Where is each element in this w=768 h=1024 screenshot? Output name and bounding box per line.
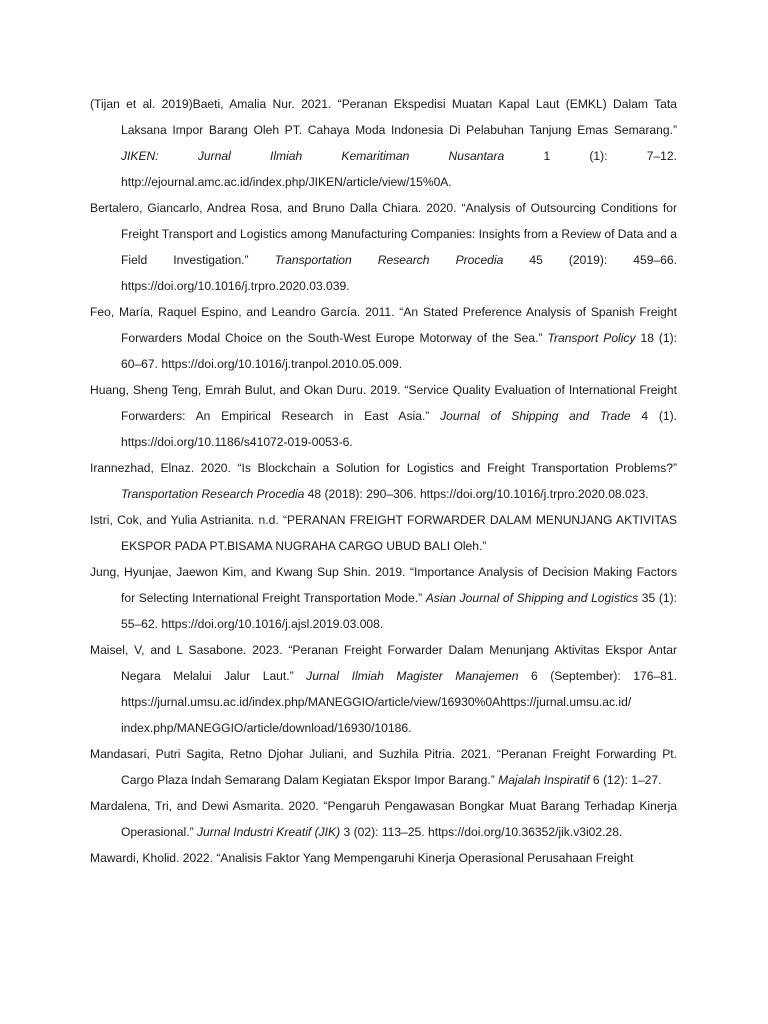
reference-entry bbox=[90, 299, 677, 377]
reference-details: 6 (12): 1–27. bbox=[589, 773, 662, 787]
reference-entry bbox=[90, 507, 677, 559]
reference-entry bbox=[90, 377, 677, 455]
journal-title: Jurnal Industri Kreatif (JIK) bbox=[196, 825, 341, 839]
reference-text: Mardalena, Tri, and Dewi Asmarita. 2020. “Pengaruh Pengawasan Bongkar Muat Barang Terhadap Kinerja Operasional.” bbox=[90, 799, 677, 839]
journal-title: Transportation Research Procedia bbox=[121, 487, 305, 501]
reference-text: Jung, Hyunjae, Jaewon Kim, and Kwang Sup Shin. 2019. “Importance Analysis of Decision Making Factors for Selecting International Freight Transportation Mode.” bbox=[90, 565, 677, 605]
reference-entry bbox=[90, 741, 677, 793]
journal-title: Transportation Research Procedia bbox=[274, 253, 504, 267]
reference-text: Istri, Cok, and Yulia Astrianita. n.d. “PERANAN FREIGHT FORWARDER DALAM MENUNJANG AKTIVITAS EKSPOR PADA PT.BISAMA NUGRAHA CARGO UBUD BALI Oleh.” bbox=[90, 513, 677, 553]
reference-details: 1 (1): 7–12. http://ejournal.amc.ac.id/index.php/JIKEN/article/view/15%0A. bbox=[121, 149, 677, 189]
reference-text: Mawardi, Kholid. 2022. “Analisis Faktor Yang Mempengaruhi Kinerja Operasional Perusahaan Freight bbox=[90, 851, 634, 865]
reference-details: 35 (1): 55–62. https://doi.org/10.1016/j.ajsl.2019.03.008. bbox=[121, 591, 677, 631]
reference-details: 48 (2018): 290–306. https://doi.org/10.1016/j.trpro.2020.08.023. bbox=[304, 487, 649, 501]
journal-title: Majalah Inspiratif bbox=[498, 773, 590, 787]
reference-entry bbox=[90, 845, 677, 871]
reference-entry bbox=[90, 559, 677, 637]
reference-text: Mandasari, Putri Sagita, Retno Djohar Juliani, and Suzhila Pitria. 2021. “Peranan Freight Forwarding Pt. Cargo Plaza Indah Semarang Dalam Kegiatan Ekspor Impor Barang.” bbox=[90, 747, 677, 787]
reference-details: 3 (02): 113–25. https://doi.org/10.36352/jik.v3i02.28. bbox=[340, 825, 623, 839]
reference-entry bbox=[90, 455, 677, 507]
journal-title: Jurnal Ilmiah Magister Manajemen bbox=[306, 669, 519, 683]
reference-text: Irannezhad, Elnaz. 2020. “Is Blockchain a Solution for Logistics and Freight Transportation Problems?” bbox=[90, 461, 677, 475]
reference-list bbox=[90, 91, 677, 871]
reference-text: (Tijan et al. 2019)Baeti, Amalia Nur. 2021. “Peranan Ekspedisi Muatan Kapal Laut (EMKL) Dalam Tata Laksana Impor Barang Oleh PT. Cahaya Moda Indonesia Di Pelabuhan Tanjung Emas Semarang.” bbox=[90, 97, 677, 137]
reference-entry bbox=[90, 195, 677, 299]
reference-entry bbox=[90, 793, 677, 845]
reference-text: Bertalero, Giancarlo, Andrea Rosa, and Bruno Dalla Chiara. 2020. “Analysis of Outsourcing Conditions for Freight Transport and Logistics among Manufacturing Companies: Insights from a Review of Data and a Field Investigation.” bbox=[90, 201, 677, 267]
journal-title: Asian Journal of Shipping and Logistics bbox=[425, 591, 639, 605]
reference-details: 45 (2019): 459–66. https://doi.org/10.1016/j.trpro.2020.03.039. bbox=[121, 253, 677, 293]
reference-details: 6 (September): 176–81. https://jurnal.umsu.ac.id/index.php/MANEGGIO/article/view/16930%0Ahttps://jurnal.umsu.ac.id/ index.php/MANEGGIO/article/download/16930/10186. bbox=[121, 669, 677, 735]
reference-text: Maisel, V, and L Sasabone. 2023. “Peranan Freight Forwarder Dalam Menunjang Aktivitas Ekspor Antar Negara Melalui Jalur Laut.” bbox=[90, 643, 677, 683]
reference-text: Huang, Sheng Teng, Emrah Bulut, and Okan Duru. 2019. “Service Quality Evaluation of International Freight Forwarders: An Empirical Research in East Asia.” bbox=[90, 383, 677, 423]
reference-entry bbox=[90, 91, 677, 195]
reference-text: Feo, María, Raquel Espino, and Leandro García. 2011. “An Stated Preference Analysis of Spanish Freight Forwarders Modal Choice on the South-West Europe Motorway of the Sea.” bbox=[90, 305, 677, 345]
reference-details: 18 (1): 60–67. https://doi.org/10.1016/j.tranpol.2010.05.009. bbox=[121, 331, 677, 371]
journal-title: Transport Policy bbox=[547, 331, 636, 345]
reference-details: 4 (1). https://doi.org/10.1186/s41072-019-0053-6. bbox=[121, 409, 677, 449]
journal-title: JIKEN: Jurnal Ilmiah Kemaritiman Nusantara bbox=[121, 149, 505, 163]
reference-entry bbox=[90, 637, 677, 741]
journal-title: Journal of Shipping and Trade bbox=[440, 409, 631, 423]
